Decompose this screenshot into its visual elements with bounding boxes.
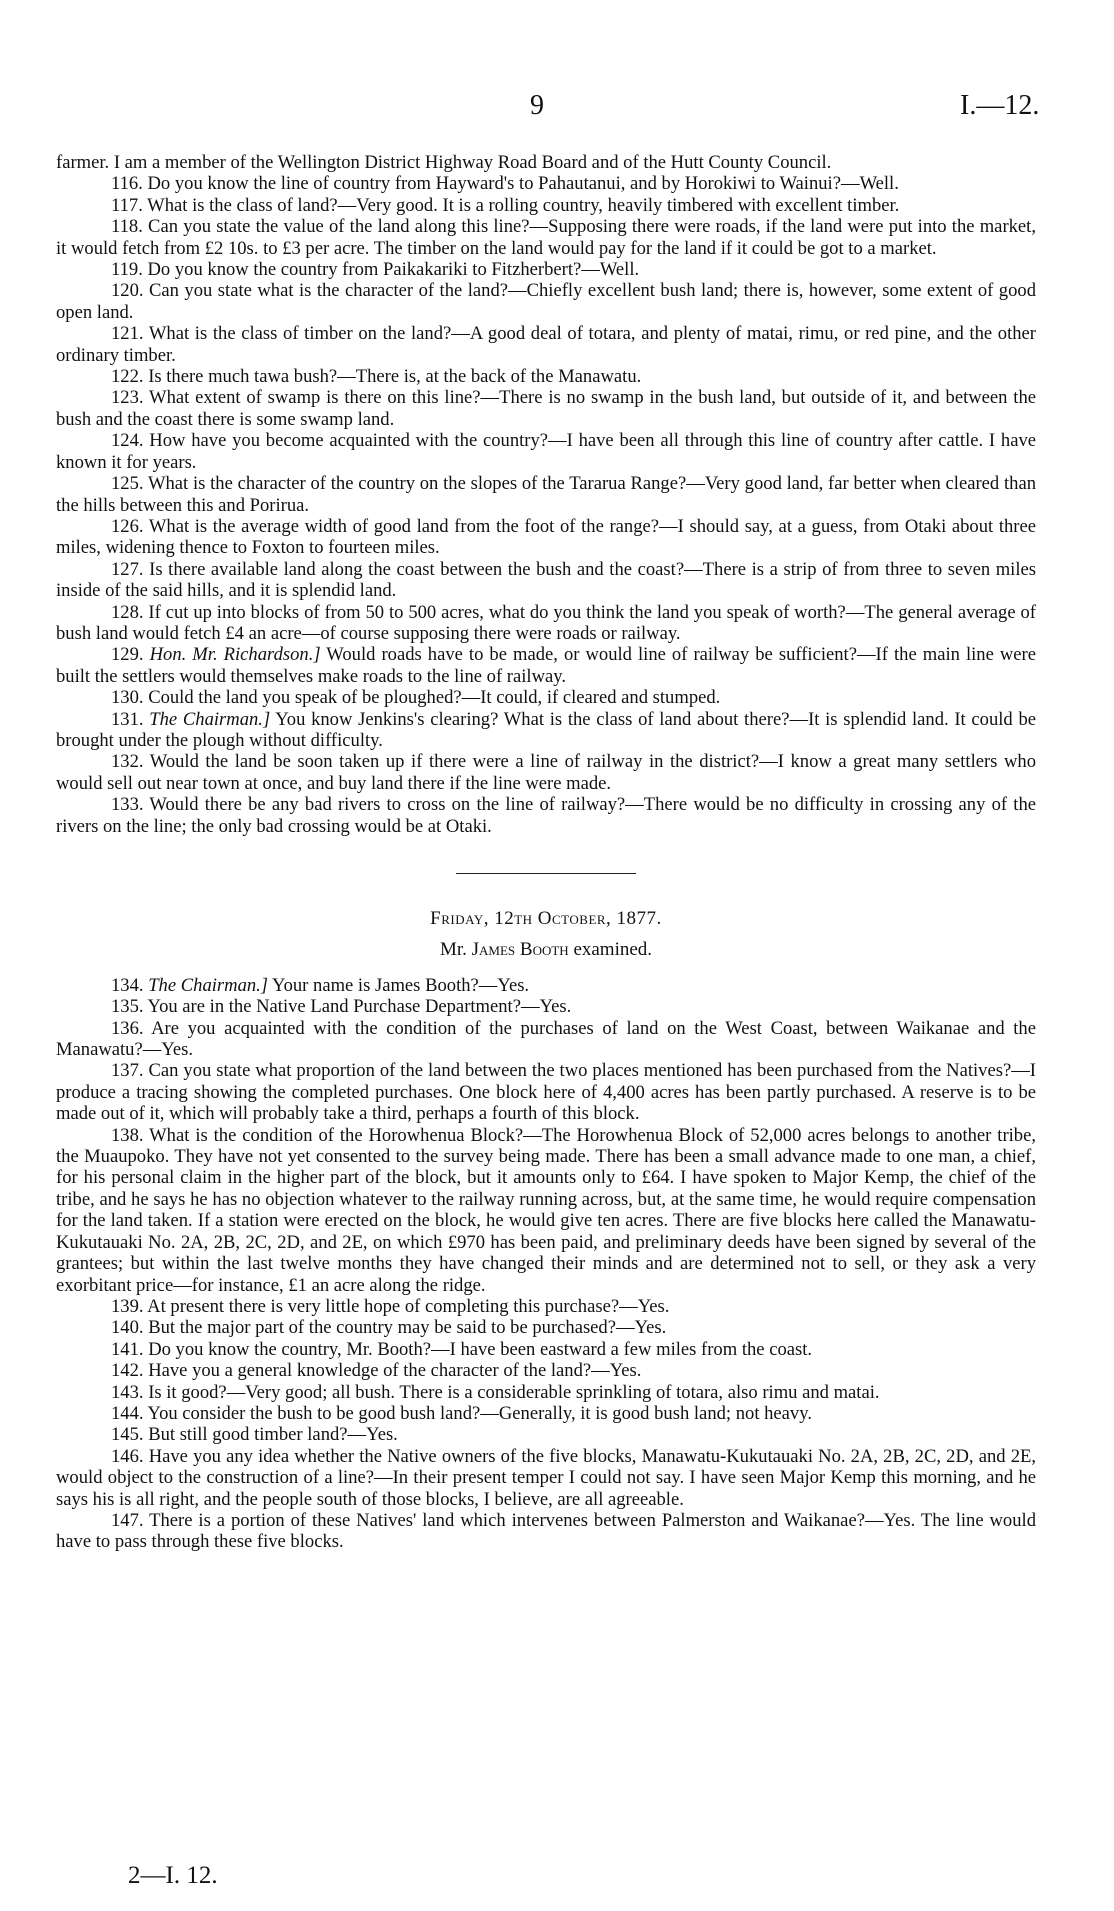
testimony-paragraph: 135. You are in the Native Land Purchase Department?—Yes. <box>111 996 572 1018</box>
paragraph-text: You know Jenkins's clearing? What is the class of land about there?—It is splendid land. It could be brought under the plough without difficulty. <box>56 708 1036 751</box>
testimony-paragraph: 126. What is the average width of good land from the foot of the range?—I should say, at a guess, from Otaki about three miles, widening thence to Foxton to fourteen miles. <box>56 515 1036 559</box>
testimony-paragraph: 122. Is there much tawa bush?—There is, at the back of the Manawatu. <box>111 366 642 388</box>
testimony-paragraph: 144. You consider the bush to be good bush land?—Generally, it is good bush land; not heavy. <box>111 1402 812 1424</box>
testimony-paragraph: 139. At present there is very little hope of completing this purchase?—Yes. <box>111 1295 670 1317</box>
testimony-paragraph: 133. Would there be any bad rivers to cross on the line of railway?—There would be no difficulty in crossing any of the rivers on the line; the only bad crossing would be at Otaki. <box>56 794 1036 837</box>
section-date-heading: Friday, 12th October, 1877. <box>430 908 662 929</box>
testimony-paragraph: 142. Have you a general knowledge of the character of the land?—Yes. <box>111 1360 642 1382</box>
speaker-name: The Chairman.] <box>148 974 269 996</box>
page-number: 9 <box>530 90 544 121</box>
testimony-paragraph: 146. Have you any idea whether the Native owners of the five blocks, Manawatu-Kukutauaki No. 2A, 2B, 2C, 2D, and 2E, would object to the construction of a line?—In their present temper I could not say. I have seen Major Kemp this morning, and he says his is all right, and the people south of those blocks, I believe, are all agreeable. <box>56 1445 1036 1510</box>
footer-signature: 2—I. 12. <box>128 1862 218 1889</box>
testimony-paragraph: 138. What is the condition of the Horowhenua Block?—The Horowhenua Block of 52,000 acres belongs to another tribe, the Muaupoko. They have not yet consented to the survey being made. There has been a small advance made to one man, a chief, for his personal claim in the higher part of the block, but it amounts only to £64. I have spoken to Major Kemp, the chief of the tribe, and he says he has no objection whatever to the railway running across, but, at the same time, he would require compensation for the land taken. If a station were erected on the block, he would give ten acres. There are five blocks here called the Manawatu-Kukutauaki No. 2A, 2B, 2C, 2D, and 2E, on which £970 has been paid, and preliminary deeds have been signed by several of the grantees; but within the last twelve months they have changed their minds and are determined not to sell, or they ask a very exorbitant price—for instance, £1 an acre along the ridge. <box>56 1124 1036 1296</box>
testimony-paragraph: 147. There is a portion of these Natives' land which intervenes between Palmerston and Waikanae?—Yes. The line would have to pass through these five blocks. <box>56 1509 1036 1553</box>
testimony-paragraph: 120. Can you state what is the character of the land?—Chiefly excellent bush land; there is, however, some extent of good open land. <box>56 280 1036 323</box>
testimony-paragraph: 116. Do you know the line of country from Hayward's to Pahautanui, and by Horokiwi to Wainui?—Well. <box>111 173 899 195</box>
testimony-paragraph: 137. Can you state what proportion of the land between the two places mentioned has been purchased from the Natives?—I produce a tracing showing the completed purchases. One block here of 4,400 acres has been partly purchased. A reserve is to be made out of it, which will probably take a third, perhaps a fourth of this block. <box>56 1060 1036 1125</box>
testimony-paragraph <box>56 975 1036 996</box>
testimony-paragraph: farmer. I am a member of the Wellington District Highway Road Board and of the Hutt County Council. <box>56 152 832 173</box>
witness-heading <box>56 939 1036 960</box>
testimony-paragraph: 143. Is it good?—Very good; all bush. There is a considerable sprinkling of totara, also rimu and matai. <box>111 1381 880 1403</box>
testimony-paragraph: 127. Is there available land along the coast between the bush and the coast?—There is a strip of from three to seven miles inside of the said hills, and it is splendid land. <box>56 558 1036 602</box>
testimony-paragraph: 117. What is the class of land?—Very good. It is a rolling country, heavily timbered with excellent timber. <box>111 194 900 216</box>
testimony-paragraph: 128. If cut up into blocks of from 50 to 500 acres, what do you think the land you speak of worth?—The general average of bush land would fetch £4 an acre—of course supposing there were roads or railway. <box>56 601 1036 644</box>
testimony-paragraph: 141. Do you know the country, Mr. Booth?—I have been eastward a few miles from the coast. <box>111 1338 813 1360</box>
question-number: 129. <box>111 644 144 666</box>
speaker-name: The Chairman.] <box>149 708 271 730</box>
paragraph-text: Your name is James Booth?—Yes. <box>272 974 530 996</box>
paragraph-text: Would roads have to be made, or would line of railway be sufficient?—If the main line were built the settlers would themselves make roads to the line of railway. <box>56 644 1036 687</box>
testimony-after <box>56 975 1036 1553</box>
question-number: 134. <box>111 974 144 996</box>
testimony-paragraph: 130. Could the land you speak of be ploughed?—It could, if cleared and stumped. <box>111 687 721 709</box>
question-number: 131. <box>111 708 144 730</box>
witness-name: James Booth <box>471 939 569 961</box>
testimony-paragraph: 132. Would the land be soon taken up if there were a line of railway in the district?—I know a great many settlers who would sell out near town at once, and buy land there if the line were made. <box>56 751 1036 794</box>
testimony-paragraph: 123. What extent of swamp is there on this line?—There is no swamp in the bush land, but outside of it, and between the bush and the coast there is some swamp land. <box>56 387 1036 430</box>
testimony-paragraph: 118. Can you state the value of the land along this line?—Supposing there were roads, if the land were put into the market, it would fetch from £2 10s. to £3 per acre. The timber on the land would pay for the land if it could be got to a market. <box>56 216 1036 259</box>
document-reference: I.—12. <box>960 90 1040 121</box>
witness-suffix: examined. <box>568 939 653 961</box>
testimony-paragraph: 119. Do you know the country from Paikakariki to Fitzherbert?—Well. <box>111 259 640 281</box>
witness-prefix: Mr. <box>439 939 472 961</box>
body-text <box>56 152 1036 1553</box>
testimony-paragraph: 140. But the major part of the country may be said to be purchased?—Yes. <box>111 1317 667 1339</box>
testimony-paragraph: 136. Are you acquainted with the condition of the purchases of land on the West Coast, between Waikanae and the Manawatu?—Yes. <box>56 1017 1036 1061</box>
testimony-paragraph: 145. But still good timber land?—Yes. <box>111 1424 398 1446</box>
testimony-paragraph: 121. What is the class of timber on the land?—A good deal of totara, and plenty of matai, rimu, or red pine, and the other ordinary timber. <box>56 323 1036 366</box>
testimony-paragraph: 125. What is the character of the country on the slopes of the Tararua Range?—Very good land, far better when cleared than the hills between this and Porirua. <box>56 473 1036 516</box>
speaker-name: Hon. Mr. Richardson.] <box>149 644 321 666</box>
testimony-paragraph <box>56 644 1036 687</box>
testimony-paragraph <box>56 709 1036 752</box>
testimony-before <box>56 152 1036 837</box>
testimony-paragraph: 124. How have you become acquainted with the country?—I have been all through this line of country after cattle. I have known it for years. <box>56 430 1036 473</box>
section-divider <box>456 873 636 874</box>
